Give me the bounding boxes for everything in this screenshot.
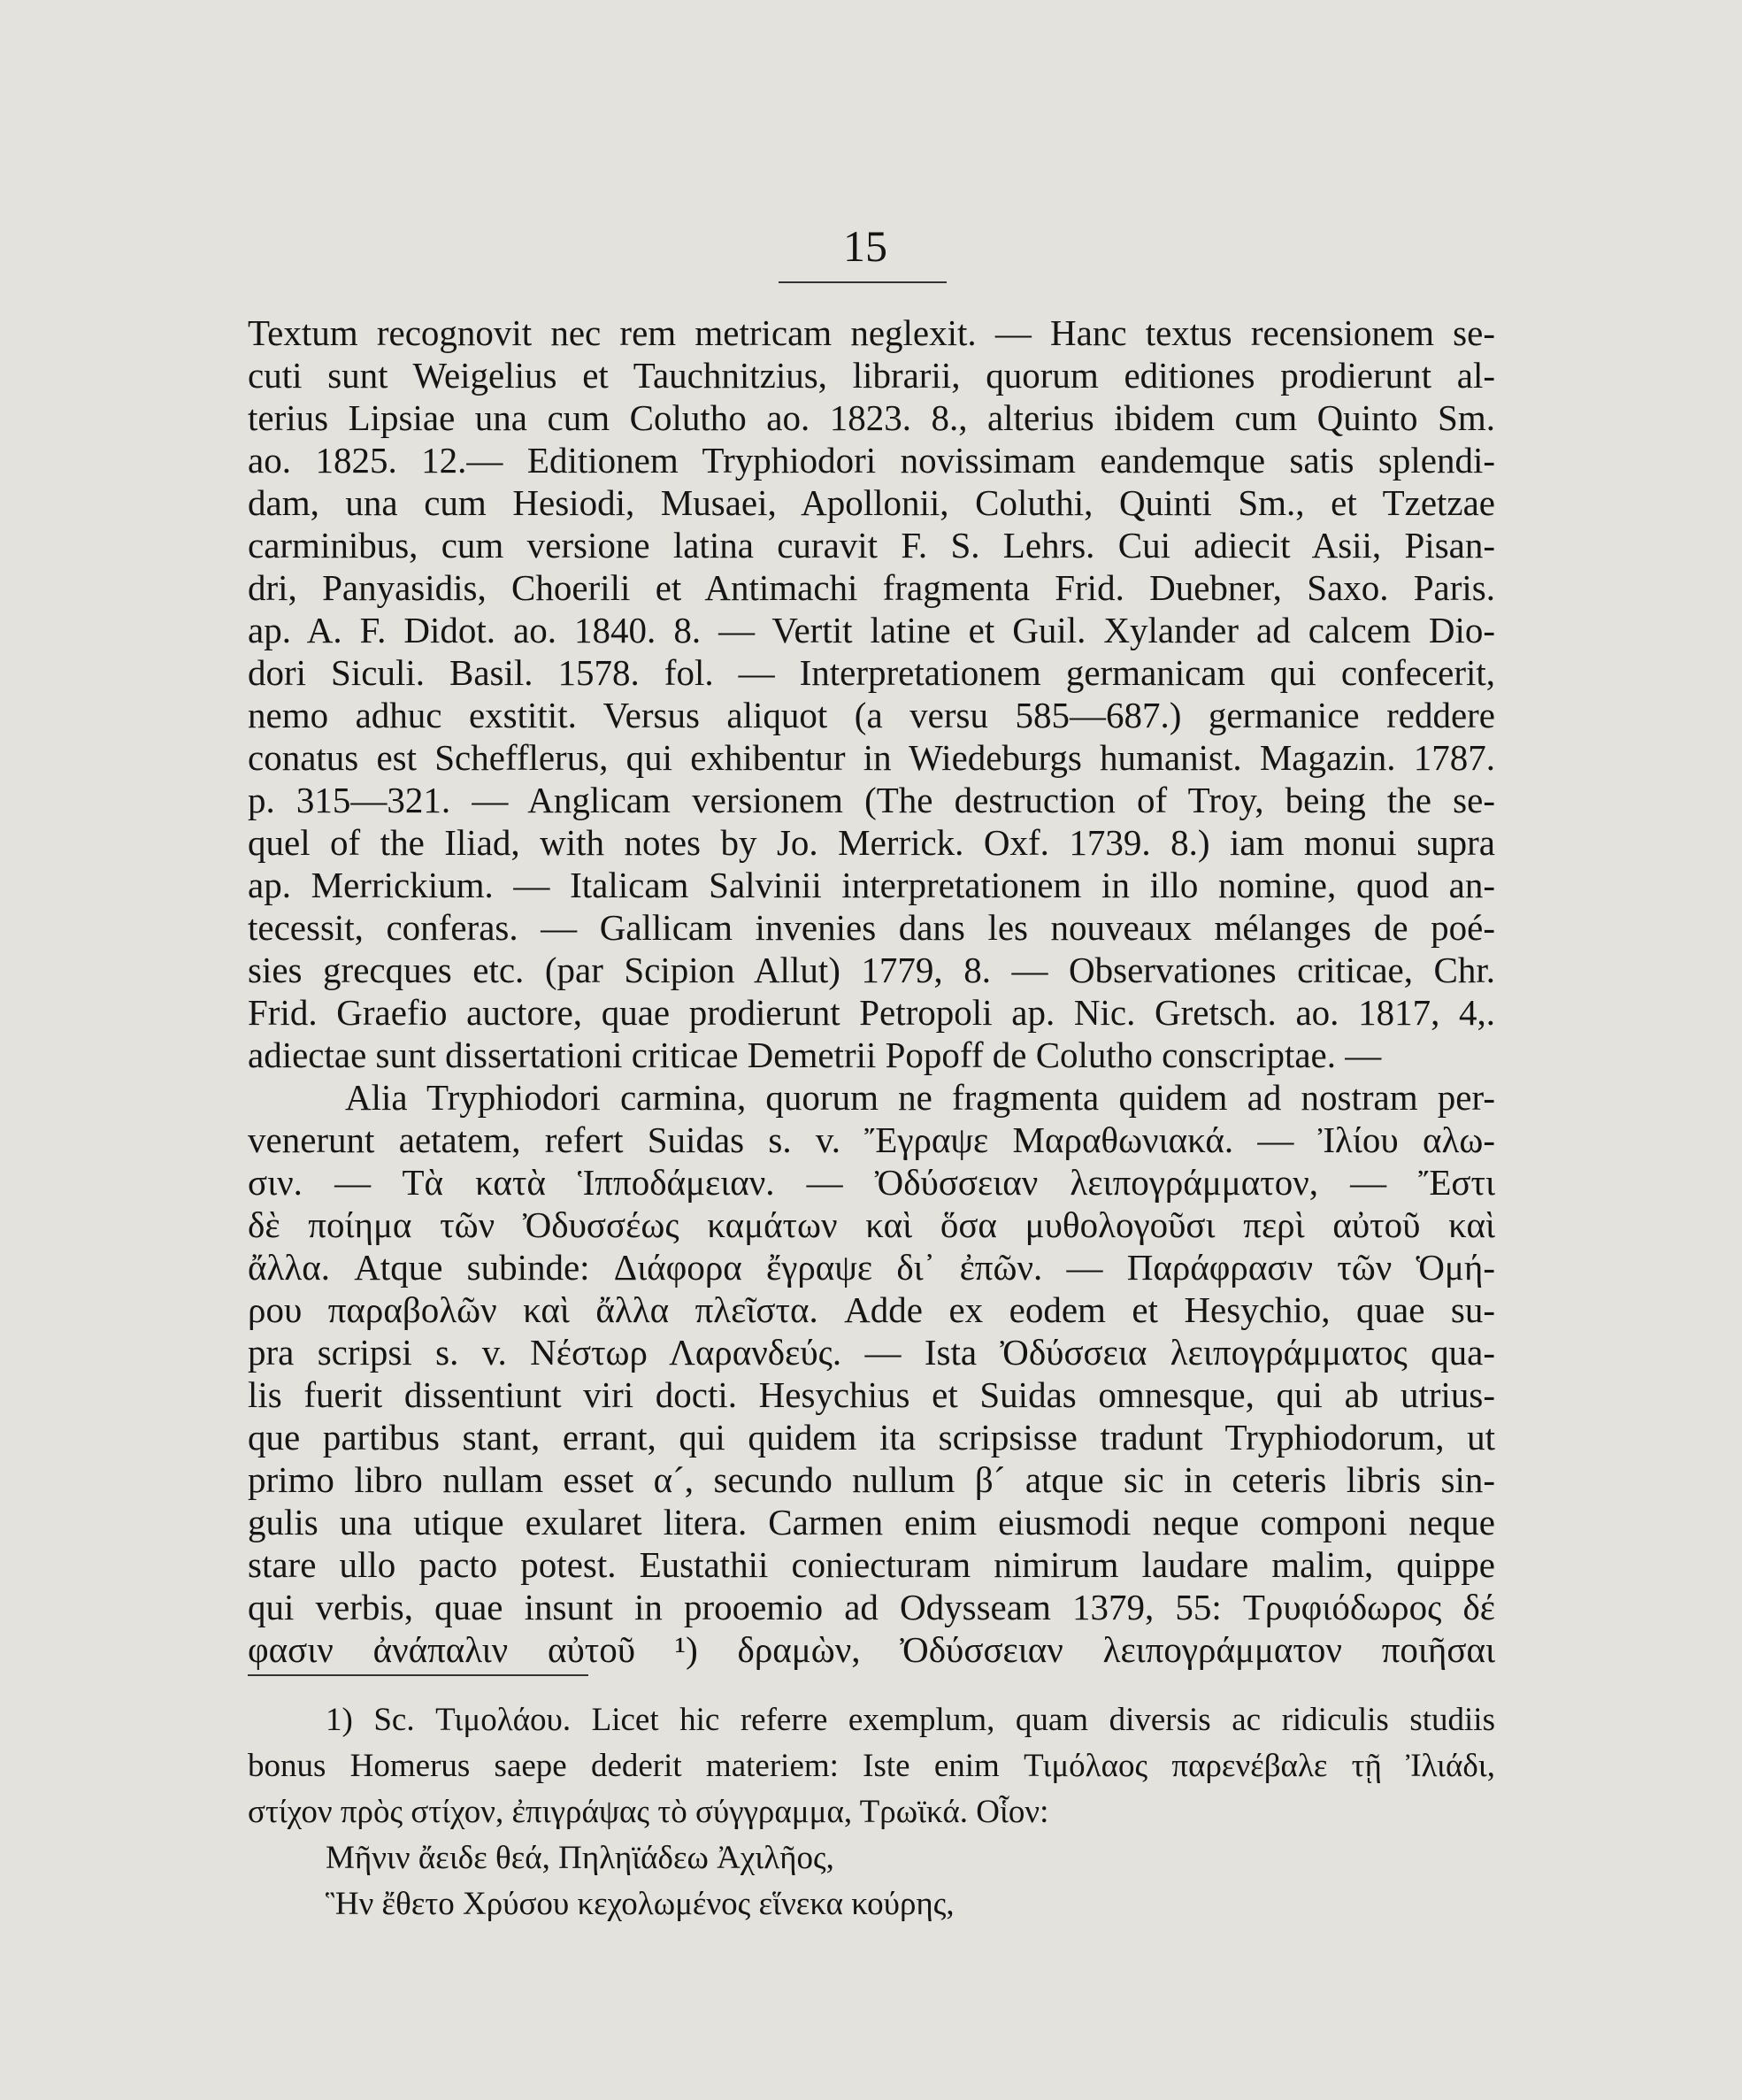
text-line: pra scripsi s. v. Νέστωρ Λαρανδεύς. — Ista Ὀδύσσεια λειπογράμματος qua- — [248, 1332, 1495, 1373]
text-line: lis fuerit dissentiunt viri docti. Hesychius et Suidas omnesque, qui ab utrius- — [248, 1374, 1495, 1415]
text-line: δὲ ποίημα τῶν Ὀδυσσέως καμάτων καὶ ὅσα μυθολογοῦσι περὶ αὐτοῦ καὶ — [248, 1204, 1495, 1245]
text-line: adiectae sunt dissertationi criticae Demetrii Popoff de Colutho conscriptae. — — [248, 1035, 1382, 1075]
text-line: ap. A. F. Didot. ao. 1840. 8. — Vertit latine et Guil. Xylander ad calcem Dio- — [248, 610, 1495, 650]
text-line: primo libro nullam esset α´, secundo nullum β´ atque sic in ceteris libris sin- — [248, 1459, 1495, 1500]
text-line: que partibus stant, errant, qui quidem ita scripsisse tradunt Tryphiodorum, ut — [248, 1417, 1495, 1458]
text-line: tecessit, conferas. — Gallicam invenies dans les nouveaux mélanges de poé- — [248, 907, 1495, 948]
text-line: ao. 1825. 12.— Editionem Tryphiodori novissimam eandemque satis splendi- — [248, 440, 1495, 481]
text-line: σιν. — Τὰ κατὰ Ἱπποδάμειαν. — Ὀδύσσειαν λειπογράμματον, — Ἔστι — [248, 1162, 1495, 1203]
verse-line: Ἣν ἔθετο Χρύσου κεχολωμένος εἵνεκα κούρης, — [326, 1886, 955, 1922]
text-line: stare ullo pacto potest. Eustathii coniecturam nimirum laudare malim, quippe — [248, 1544, 1495, 1585]
text-line: ἄλλα. Atque subinde: Διάφορα ἔγραψε δι᾽ ἐπῶν. — Παράφρασιν τῶν Ὁμή- — [248, 1247, 1495, 1288]
footnote-rule — [248, 1674, 588, 1676]
text-line: Frid. Graefio auctore, quae prodierunt Petropoli ap. Nic. Gretsch. ao. 1817, 4,. — [248, 992, 1495, 1033]
verse-line: Μῆνιν ἄειδε θεά, Πηληϊάδεω Ἀχιλῆος, — [326, 1840, 834, 1876]
text-line: qui verbis, quae insunt in prooemio ad Odysseam 1379, 55: Τρυφιόδωρος δέ — [248, 1587, 1495, 1627]
text-line: nemo adhuc exstitit. Versus aliquot (a versu 585—687.) germanice reddere — [248, 695, 1495, 735]
page-number-rule — [779, 281, 947, 283]
text-line: sies grecques etc. (par Scipion Allut) 1779, 8. — Observationes criticae, Chr. — [248, 950, 1495, 990]
footnote-line: στίχον πρὸς στίχον, ἐπιγράψας τὸ σύγγραμμα, Τρωϊκά. Οἷον: — [248, 1794, 1049, 1830]
text-line: Alia Tryphiodori carmina, quorum ne fragmenta quidem ad nostram per- — [345, 1077, 1495, 1118]
text-line: dori Siculi. Basil. 1578. fol. — Interpretationem germanicam qui confecerit, — [248, 652, 1495, 693]
text-line: terius Lipsiae una cum Colutho ao. 1823. 8., alterius ibidem cum Quinto Sm. — [248, 397, 1495, 438]
footnote-line: 1) Sc. Τιμολάου. Licet hic referre exemplum, quam diversis ac ridiculis studiis — [326, 1702, 1495, 1738]
text-line: quel of the Iliad, with notes by Jo. Merrick. Oxf. 1739. 8.) iam monui supra — [248, 822, 1495, 863]
text-line: φασιν ἀνάπαλιν αὐτοῦ ¹) δραμὼν, Ὀδύσσειαν λειπογράμματον ποιῆσαι — [248, 1629, 1495, 1670]
text-line: Textum recognovit nec rem metricam neglexit. — Hanc textus recensionem se- — [248, 312, 1495, 353]
text-line: p. 315—321. — Anglicam versionem (The destruction of Troy, being the se- — [248, 780, 1495, 820]
text-line: carminibus, cum versione latina curavit F. S. Lehrs. Cui adiecit Asii, Pisan- — [248, 525, 1495, 565]
page-number: 15 — [843, 221, 887, 271]
text-line: dri, Panyasidis, Choerili et Antimachi fragmenta Frid. Duebner, Saxo. Paris. — [248, 567, 1495, 608]
text-line: venerunt aetatem, refert Suidas s. v. Ἔγραψε Μαραθωνιακά. — Ἰλίου αλω- — [248, 1119, 1495, 1160]
text-line: ρου παραβολῶν καὶ ἄλλα πλεῖστα. Adde ex eodem et Hesychio, quae su- — [248, 1289, 1495, 1330]
text-line: dam, una cum Hesiodi, Musaei, Apollonii, Coluthi, Quinti Sm., et Tzetzae — [248, 482, 1495, 523]
text-line: cuti sunt Weigelius et Tauchnitzius, librarii, quorum editiones prodierunt al- — [248, 355, 1495, 396]
text-line: gulis una utique exularet litera. Carmen enim eiusmodi neque componi neque — [248, 1502, 1495, 1542]
text-line: ap. Merrickium. — Italicam Salvinii interpretationem in illo nomine, quod an- — [248, 865, 1495, 905]
text-line: conatus est Schefflerus, qui exhibentur in Wiedeburgs humanist. Magazin. 1787. — [248, 737, 1495, 778]
footnote-line: bonus Homerus saepe dederit materiem: Iste enim Τιμόλαος παρενέβαλε τῇ Ἰλιάδι, — [248, 1748, 1495, 1784]
